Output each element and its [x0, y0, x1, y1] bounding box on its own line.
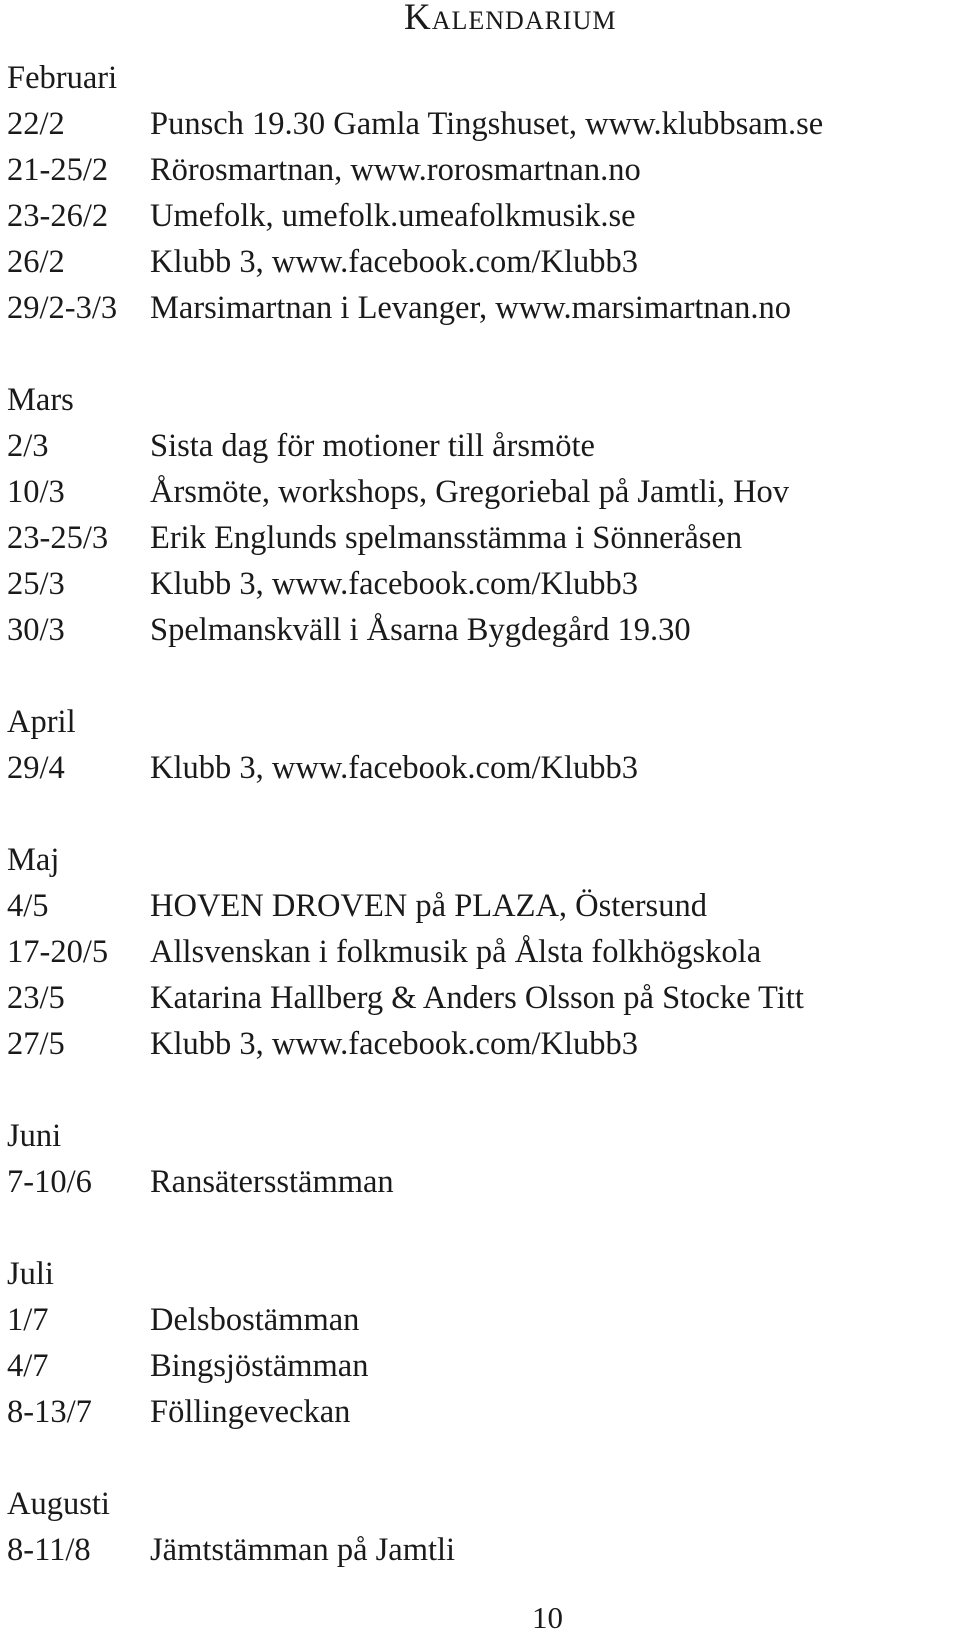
page-number: 10: [532, 1600, 563, 1635]
event-text: Jämtstämman på Jamtli: [150, 1532, 456, 1568]
event-text: Klubb 3, www.facebook.com/Klubb3: [150, 750, 639, 786]
event-date: 4/7: [7, 1348, 49, 1384]
event-text: Punsch 19.30 Gamla Tingshuset, www.klubbsam.se: [150, 106, 824, 142]
event-date: 30/3: [7, 612, 65, 648]
event-row: [7, 1343, 960, 1389]
month-section: [7, 377, 960, 653]
event-row: [7, 1021, 960, 1067]
event-text: Klubb 3, www.facebook.com/Klubb3: [150, 566, 639, 602]
event-row: [7, 1389, 960, 1435]
event-date: 8-13/7: [7, 1394, 92, 1430]
event-row: [7, 883, 960, 929]
month-heading: Augusti: [7, 1486, 110, 1522]
event-row: [7, 929, 960, 975]
event-row: [7, 515, 960, 561]
event-date: 1/7: [7, 1302, 49, 1338]
event-date: 4/5: [7, 888, 49, 924]
event-date: 23-26/2: [7, 198, 109, 234]
event-text: HOVEN DROVEN på PLAZA, Östersund: [150, 888, 707, 924]
event-text: Bingsjöstämman: [150, 1348, 369, 1384]
event-text: Erik Englunds spelmansstämma i Sönneråsen: [150, 520, 743, 556]
month-section: [7, 837, 960, 1067]
event-date: 2/3: [7, 428, 49, 464]
event-row: [7, 193, 960, 239]
event-date: 21-25/2: [7, 152, 109, 188]
event-text: Årsmöte, workshops, Gregoriebal på Jamtli, Hov: [150, 474, 790, 510]
month-heading: Juli: [7, 1256, 54, 1292]
event-text: Allsvenskan i folkmusik på Ålsta folkhögskola: [150, 934, 762, 970]
event-date: 26/2: [7, 244, 65, 280]
event-row: [7, 285, 960, 331]
event-row: [7, 1297, 960, 1343]
event-date: 29/2-3/3: [7, 290, 118, 326]
month-section: [7, 1113, 960, 1205]
month-section: [7, 699, 960, 791]
event-row: [7, 1527, 960, 1573]
event-text: Rörosmartnan, www.rorosmartnan.no: [150, 152, 641, 188]
month-heading: Maj: [7, 842, 60, 878]
event-date: 22/2: [7, 106, 65, 142]
event-date: 8-11/8: [7, 1532, 91, 1568]
page-title: Kalendarium: [404, 0, 617, 38]
event-row: [7, 469, 960, 515]
event-date: 10/3: [7, 474, 65, 510]
event-row: [7, 607, 960, 653]
month-heading: Juni: [7, 1118, 62, 1154]
month-heading: April: [7, 704, 76, 740]
month-section: [7, 55, 960, 331]
event-row: [7, 975, 960, 1021]
event-text: Marsimartnan i Levanger, www.marsimartnan.no: [150, 290, 791, 326]
event-row: [7, 101, 960, 147]
event-date: 7-10/6: [7, 1164, 92, 1200]
event-row: [7, 1159, 960, 1205]
calendar-list: [7, 55, 960, 1573]
event-text: Umefolk, umefolk.umeafolkmusik.se: [150, 198, 636, 234]
event-row: [7, 745, 960, 791]
month-heading: Mars: [7, 382, 74, 418]
event-row: [7, 423, 960, 469]
event-row: [7, 147, 960, 193]
event-text: Klubb 3, www.facebook.com/Klubb3: [150, 1026, 639, 1062]
event-date: 23/5: [7, 980, 65, 1016]
event-text: Katarina Hallberg & Anders Olsson på Stocke Titt: [150, 980, 804, 1016]
event-text: Spelmanskväll i Åsarna Bygdegård 19.30: [150, 612, 691, 648]
event-text: Klubb 3, www.facebook.com/Klubb3: [150, 244, 639, 280]
event-date: 25/3: [7, 566, 65, 602]
event-date: 23-25/3: [7, 520, 109, 556]
event-text: Ransätersstämman: [150, 1164, 394, 1200]
event-date: 27/5: [7, 1026, 65, 1062]
event-row: [7, 561, 960, 607]
event-text: Sista dag för motioner till årsmöte: [150, 428, 595, 464]
event-text: Föllingeveckan: [150, 1394, 351, 1430]
month-section: [7, 1251, 960, 1435]
month-heading: Februari: [7, 60, 118, 96]
event-date: 17-20/5: [7, 934, 109, 970]
event-date: 29/4: [7, 750, 65, 786]
event-row: [7, 239, 960, 285]
month-section: [7, 1481, 960, 1573]
event-text: Delsbostämman: [150, 1302, 360, 1338]
